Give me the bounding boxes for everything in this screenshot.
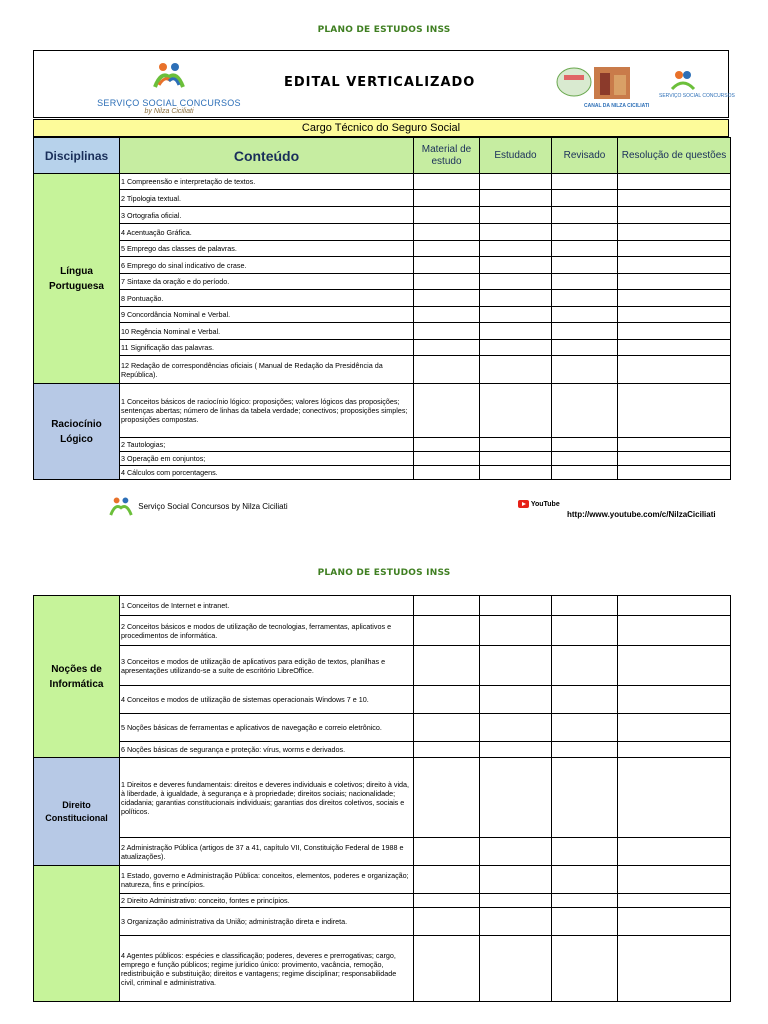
estudado-checkbox[interactable] bbox=[480, 356, 552, 384]
resolucao-checkbox[interactable] bbox=[618, 257, 731, 274]
brand-sub: by Nilza Ciciliati bbox=[144, 108, 194, 115]
resolucao-checkbox[interactable] bbox=[618, 908, 731, 936]
header-box bbox=[33, 50, 735, 118]
estudado-checkbox[interactable] bbox=[480, 224, 552, 241]
material-checkbox[interactable] bbox=[414, 908, 480, 936]
revisado-checkbox[interactable] bbox=[552, 742, 618, 758]
resolucao-checkbox[interactable] bbox=[618, 323, 731, 340]
estudado-checkbox[interactable] bbox=[480, 274, 552, 290]
resolucao-checkbox[interactable] bbox=[618, 340, 731, 356]
resolucao-checkbox[interactable] bbox=[618, 838, 731, 866]
material-checkbox[interactable] bbox=[414, 616, 480, 646]
resolucao-checkbox[interactable] bbox=[618, 241, 731, 257]
channel-banner-icon bbox=[554, 65, 735, 103]
content-cell: 4 Conceitos e modos de utilização de sistemas operacionais Windows 7 e 10. bbox=[120, 686, 414, 714]
resolucao-checkbox[interactable] bbox=[618, 646, 731, 686]
canal-label: CANAL DA NILZA CICILIATI bbox=[584, 103, 650, 109]
estudado-checkbox[interactable] bbox=[480, 323, 552, 340]
table-row bbox=[34, 466, 731, 480]
table-row bbox=[34, 174, 731, 190]
material-checkbox[interactable] bbox=[414, 894, 480, 908]
material-checkbox[interactable] bbox=[414, 742, 480, 758]
material-checkbox[interactable] bbox=[414, 438, 480, 452]
resolucao-checkbox[interactable] bbox=[618, 758, 731, 838]
content-cell: 12 Redação de correspondências oficiais ( Manual de Redação da Presidência da República). bbox=[120, 356, 414, 384]
discipline-lingua-portuguesa: Língua Portuguesa bbox=[34, 174, 120, 384]
estudado-checkbox[interactable] bbox=[480, 908, 552, 936]
resolucao-checkbox[interactable] bbox=[618, 742, 731, 758]
discipline-unnamed bbox=[34, 866, 120, 1002]
resolucao-checkbox[interactable] bbox=[618, 866, 731, 894]
content-cell: 5 Emprego das classes de palavras. bbox=[120, 241, 414, 257]
people-logo-icon bbox=[149, 61, 189, 91]
resolucao-checkbox[interactable] bbox=[618, 190, 731, 207]
discipline-nocoes-informatica: Noções de Informática bbox=[34, 596, 120, 758]
resolucao-checkbox[interactable] bbox=[618, 290, 731, 307]
table-row bbox=[34, 908, 731, 936]
content-cell: 3 Organização administrativa da União; administração direta e indireta. bbox=[120, 908, 414, 936]
resolucao-checkbox[interactable] bbox=[618, 686, 731, 714]
resolucao-checkbox[interactable] bbox=[618, 307, 731, 323]
material-checkbox[interactable] bbox=[414, 466, 480, 480]
content-cell: 10 Regência Nominal e Verbal. bbox=[120, 323, 414, 340]
revisado-checkbox[interactable] bbox=[552, 866, 618, 894]
estudado-checkbox[interactable] bbox=[480, 340, 552, 356]
resolucao-checkbox[interactable] bbox=[618, 274, 731, 290]
material-checkbox[interactable] bbox=[414, 174, 480, 190]
material-checkbox[interactable] bbox=[414, 241, 480, 257]
table-row bbox=[34, 452, 731, 466]
header-estudado: Estudado bbox=[480, 138, 552, 174]
revisado-checkbox[interactable] bbox=[552, 257, 618, 274]
content-cell: 2 Direito Administrativo: conceito, fontes e princípios. bbox=[120, 894, 414, 908]
table-row bbox=[34, 596, 731, 616]
material-checkbox[interactable] bbox=[414, 646, 480, 686]
resolucao-checkbox[interactable] bbox=[618, 384, 731, 438]
table-row bbox=[34, 356, 731, 384]
estudado-checkbox[interactable] bbox=[480, 190, 552, 207]
estudado-checkbox[interactable] bbox=[480, 174, 552, 190]
table-row bbox=[34, 758, 731, 838]
revisado-checkbox[interactable] bbox=[552, 274, 618, 290]
estudado-checkbox[interactable] bbox=[480, 838, 552, 866]
resolucao-checkbox[interactable] bbox=[618, 174, 731, 190]
revisado-checkbox[interactable] bbox=[552, 452, 618, 466]
material-checkbox[interactable] bbox=[414, 866, 480, 894]
resolucao-checkbox[interactable] bbox=[618, 616, 731, 646]
revisado-checkbox[interactable] bbox=[552, 190, 618, 207]
material-checkbox[interactable] bbox=[414, 714, 480, 742]
resolucao-checkbox[interactable] bbox=[618, 438, 731, 452]
header-resolucao: Resolução de questões bbox=[618, 138, 731, 174]
table-row bbox=[34, 616, 731, 646]
material-checkbox[interactable] bbox=[414, 323, 480, 340]
resolucao-checkbox[interactable] bbox=[618, 894, 731, 908]
revisado-checkbox[interactable] bbox=[552, 356, 618, 384]
material-checkbox[interactable] bbox=[414, 290, 480, 307]
table-row bbox=[34, 936, 731, 1002]
resolucao-checkbox[interactable] bbox=[618, 936, 731, 1002]
plan-title-page2: PLANO DE ESTUDOS INSS bbox=[317, 568, 451, 578]
revisado-checkbox[interactable] bbox=[552, 224, 618, 241]
revisado-checkbox[interactable] bbox=[552, 207, 618, 224]
content-cell: 3 Ortografia oficial. bbox=[120, 207, 414, 224]
material-checkbox[interactable] bbox=[414, 356, 480, 384]
estudado-checkbox[interactable] bbox=[480, 207, 552, 224]
resolucao-checkbox[interactable] bbox=[618, 452, 731, 466]
discipline-raciocinio-logico: Raciocínio Lógico bbox=[34, 384, 120, 480]
content-cell: 5 Noções básicas de ferramentas e aplicativos de navegação e correio eletrônico. bbox=[120, 714, 414, 742]
revisado-checkbox[interactable] bbox=[552, 838, 618, 866]
table-row bbox=[34, 866, 731, 894]
resolucao-checkbox[interactable] bbox=[618, 466, 731, 480]
estudado-checkbox[interactable] bbox=[480, 290, 552, 307]
estudado-checkbox[interactable] bbox=[480, 646, 552, 686]
header-conteudo: Conteúdo bbox=[120, 138, 414, 174]
content-cell: 4 Agentes públicos: espécies e classificação; poderes, deveres e prerrogativas; cargo, emprego e função públicos; regime jurídico único: provimento, vacância, remoção, redistribuição e substituição; direitos e vantagens; regime disciplinar; responsabilidade civil, criminal e administrativa. bbox=[120, 936, 414, 1002]
estudado-checkbox[interactable] bbox=[480, 866, 552, 894]
estudado-checkbox[interactable] bbox=[480, 257, 552, 274]
header-material: Material de estudo bbox=[414, 138, 480, 174]
revisado-checkbox[interactable] bbox=[552, 323, 618, 340]
material-checkbox[interactable] bbox=[414, 758, 480, 838]
plan-title: PLANO DE ESTUDOS INSS bbox=[317, 25, 451, 35]
header-disciplinas: Disciplinas bbox=[34, 138, 120, 174]
table-row bbox=[34, 384, 731, 438]
material-checkbox[interactable] bbox=[414, 936, 480, 1002]
resolucao-checkbox[interactable] bbox=[618, 596, 731, 616]
svg-text:SERVIÇO SOCIAL CONCURSOS: SERVIÇO SOCIAL CONCURSOS bbox=[659, 93, 735, 99]
content-cell: 2 Tautologias; bbox=[120, 438, 414, 452]
revisado-checkbox[interactable] bbox=[552, 241, 618, 257]
estudado-checkbox[interactable] bbox=[480, 307, 552, 323]
study-table-1 bbox=[33, 137, 731, 480]
table-row bbox=[34, 838, 731, 866]
resolucao-checkbox[interactable] bbox=[618, 224, 731, 241]
content-cell: 8 Pontuação. bbox=[120, 290, 414, 307]
estudado-checkbox[interactable] bbox=[480, 452, 552, 466]
table-row bbox=[34, 714, 731, 742]
material-checkbox[interactable] bbox=[414, 207, 480, 224]
table-row bbox=[34, 742, 731, 758]
resolucao-checkbox[interactable] bbox=[618, 207, 731, 224]
resolucao-checkbox[interactable] bbox=[618, 714, 731, 742]
material-checkbox[interactable] bbox=[414, 274, 480, 290]
estudado-checkbox[interactable] bbox=[480, 466, 552, 480]
content-cell: 2 Conceitos básicos e modos de utilização de tecnologias, ferramentas, aplicativos e procedimentos de informática. bbox=[120, 616, 414, 646]
content-cell: 4 Acentuação Gráfica. bbox=[120, 224, 414, 241]
content-cell: 2 Tipologia textual. bbox=[120, 190, 414, 207]
table-row bbox=[34, 894, 731, 908]
brand-logo bbox=[94, 61, 244, 115]
table-row bbox=[34, 646, 731, 686]
study-table-2 bbox=[33, 595, 731, 1002]
estudado-checkbox[interactable] bbox=[480, 742, 552, 758]
material-checkbox[interactable] bbox=[414, 340, 480, 356]
revisado-checkbox[interactable] bbox=[552, 438, 618, 452]
estudado-checkbox[interactable] bbox=[480, 616, 552, 646]
content-cell: 1 Conceitos de Internet e intranet. bbox=[120, 596, 414, 616]
material-checkbox[interactable] bbox=[414, 596, 480, 616]
content-cell: 11 Significação das palavras. bbox=[120, 340, 414, 356]
material-checkbox[interactable] bbox=[414, 257, 480, 274]
table-row bbox=[34, 190, 731, 207]
revisado-checkbox[interactable] bbox=[552, 290, 618, 307]
content-cell: 9 Concordância Nominal e Verbal. bbox=[120, 307, 414, 323]
estudado-checkbox[interactable] bbox=[480, 758, 552, 838]
people-logo-icon bbox=[106, 496, 136, 518]
youtube-badge bbox=[518, 500, 560, 508]
material-checkbox[interactable] bbox=[414, 838, 480, 866]
table-row bbox=[34, 241, 731, 257]
estudado-checkbox[interactable] bbox=[480, 686, 552, 714]
youtube-label: YouTube bbox=[530, 500, 560, 508]
material-checkbox[interactable] bbox=[414, 384, 480, 438]
revisado-checkbox[interactable] bbox=[552, 936, 618, 1002]
page-title: EDITAL VERTICALIZADO bbox=[284, 75, 476, 90]
estudado-checkbox[interactable] bbox=[480, 596, 552, 616]
revisado-checkbox[interactable] bbox=[552, 714, 618, 742]
table-row bbox=[34, 686, 731, 714]
youtube-icon bbox=[518, 500, 529, 508]
revisado-checkbox[interactable] bbox=[552, 340, 618, 356]
material-checkbox[interactable] bbox=[414, 686, 480, 714]
footer-brand-text: Serviço Social Concursos by Nilza Ciciliati bbox=[138, 502, 288, 512]
revisado-checkbox[interactable] bbox=[552, 908, 618, 936]
estudado-checkbox[interactable] bbox=[480, 438, 552, 452]
youtube-link[interactable]: http://www.youtube.com/c/NilzaCiciliati bbox=[567, 510, 716, 519]
content-cell: 6 Noções básicas de segurança e proteção: vírus, worms e derivados. bbox=[120, 742, 414, 758]
estudado-checkbox[interactable] bbox=[480, 384, 552, 438]
revisado-checkbox[interactable] bbox=[552, 596, 618, 616]
revisado-checkbox[interactable] bbox=[552, 174, 618, 190]
revisado-checkbox[interactable] bbox=[552, 646, 618, 686]
material-checkbox[interactable] bbox=[414, 190, 480, 207]
content-cell: 1 Conceitos básicos de raciocínio lógico: proposições; valores lógicos das proposições; sentenças abertas; número de linhas da tabela verdade; conectivos; proposições simples; proposições compostas. bbox=[120, 384, 414, 438]
content-cell: 6 Emprego do sinal indicativo de crase. bbox=[120, 257, 414, 274]
revisado-checkbox[interactable] bbox=[552, 758, 618, 838]
material-checkbox[interactable] bbox=[414, 224, 480, 241]
table-row bbox=[34, 274, 731, 290]
revisado-checkbox[interactable] bbox=[552, 307, 618, 323]
resolucao-checkbox[interactable] bbox=[618, 356, 731, 384]
table-row bbox=[34, 207, 731, 224]
header-revisado: Revisado bbox=[552, 138, 618, 174]
content-cell: 1 Estado, governo e Administração Pública: conceitos, elementos, poderes e organização; natureza, fins e princípios. bbox=[120, 866, 414, 894]
table-row bbox=[34, 307, 731, 323]
revisado-checkbox[interactable] bbox=[552, 466, 618, 480]
material-checkbox[interactable] bbox=[414, 307, 480, 323]
estudado-checkbox[interactable] bbox=[480, 894, 552, 908]
revisado-checkbox[interactable] bbox=[552, 894, 618, 908]
material-checkbox[interactable] bbox=[414, 452, 480, 466]
channel-logos bbox=[554, 65, 735, 115]
content-cell: 4 Cálculos com porcentagens. bbox=[120, 466, 414, 480]
content-cell: 1 Compreensão e interpretação de textos. bbox=[120, 174, 414, 190]
discipline-direito-constitucional: Direito Constitucional bbox=[34, 758, 120, 866]
content-cell: 1 Direitos e deveres fundamentais: direitos e deveres individuais e coletivos; direito à vida, à liberdade, à igualdade, à segurança e à propriedade; direitos sociais; nacionalidade; cidadania; garantias constitucionais individuais; garantias dos direitos coletivos, sociais e políticos. bbox=[120, 758, 414, 838]
content-cell: 3 Operação em conjuntos; bbox=[120, 452, 414, 466]
estudado-checkbox[interactable] bbox=[480, 241, 552, 257]
revisado-checkbox[interactable] bbox=[552, 616, 618, 646]
table-row bbox=[34, 438, 731, 452]
table-row bbox=[34, 323, 731, 340]
revisado-checkbox[interactable] bbox=[552, 686, 618, 714]
content-cell: 3 Conceitos e modos de utilização de aplicativos para edição de textos, planilhas e apresentações utilizando-se a suíte de escritório LibreOffice. bbox=[120, 646, 414, 686]
content-cell: 2 Administração Pública (artigos de 37 a 41, capítulo VII, Constituição Federal de 1988 e atualizações). bbox=[120, 838, 414, 866]
table-row bbox=[34, 290, 731, 307]
table-row bbox=[34, 224, 731, 241]
table-row bbox=[34, 340, 731, 356]
content-cell: 7 Sintaxe da oração e do período. bbox=[120, 274, 414, 290]
estudado-checkbox[interactable] bbox=[480, 714, 552, 742]
cargo-banner: Cargo Técnico do Seguro Social bbox=[33, 119, 729, 137]
footer-brand bbox=[106, 496, 288, 518]
estudado-checkbox[interactable] bbox=[480, 936, 552, 1002]
revisado-checkbox[interactable] bbox=[552, 384, 618, 438]
brand-name: SERVIÇO SOCIAL CONCURSOS bbox=[97, 98, 241, 108]
table-header bbox=[34, 138, 731, 174]
table-row bbox=[34, 257, 731, 274]
